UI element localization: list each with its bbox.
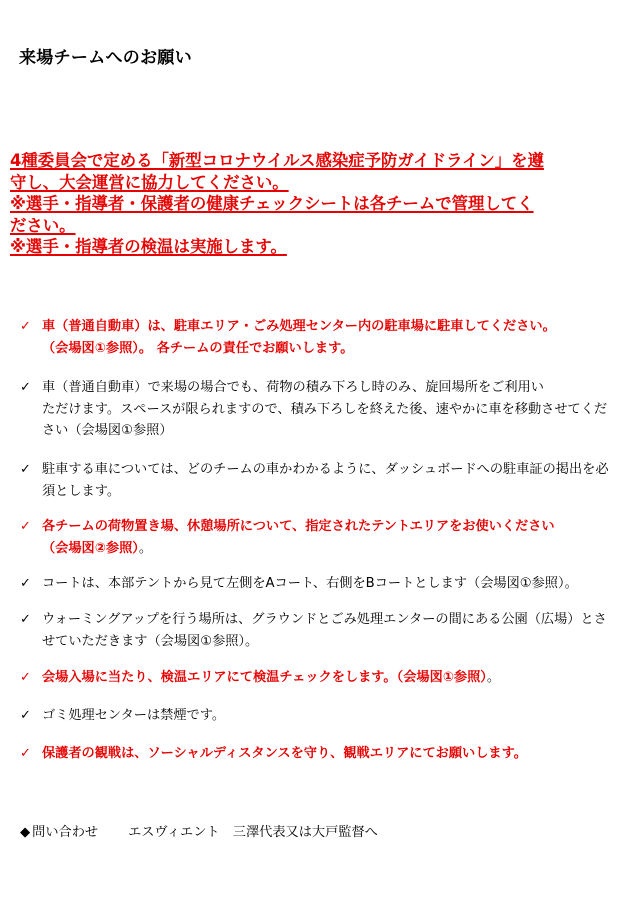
list-item-text <box>42 516 610 559</box>
diamond-icon: ◆ <box>20 825 31 840</box>
check-icon: ✓ <box>20 462 31 477</box>
guideline-notice <box>10 150 614 258</box>
list-item-line: 車（普通自動車）で来場の場合でも、荷物の積み下ろし時のみ、旋回場所をご利用い <box>42 380 544 395</box>
contact-label: 問い合わせ <box>32 825 99 840</box>
list-item-suffix: 。 <box>138 540 153 556</box>
list-item-line: さい（会場図①参照） <box>42 423 173 438</box>
page-title: 来場チームへのお願い <box>19 48 192 68</box>
list-item-suffix: 。 <box>486 670 501 685</box>
check-icon: ✓ <box>20 612 31 627</box>
list-item-line: 駐車する車については、どのチームの車かわかるように、ダッシュボードへの駐車証の掲出を必 <box>42 462 609 477</box>
list-item-line: せていただきます（会場図①参照）。 <box>42 633 259 649</box>
list-item-line: （会場図②参照） <box>42 540 139 556</box>
list-item-text <box>42 316 610 359</box>
list-item-line: 各チームの荷物置き場、休憩場所について、指定されたテントエリアをお使いください <box>42 519 555 534</box>
list-item-line-wrap <box>42 667 610 689</box>
list-item-line: ウォーミングアップを行う場所は、グラウンドとごみ処理エンターの間にある公園（広場）とさ <box>42 612 607 627</box>
list-item-text <box>42 667 610 689</box>
check-icon: ✓ <box>20 319 31 334</box>
check-icon: ✓ <box>20 746 31 761</box>
list-item-text <box>42 573 610 595</box>
list-item-line: ゴミ処理センターは禁煙です。 <box>42 708 226 723</box>
list-item-line: 保護者の観戦は、ソーシャルディスタンスを守り、観戦エリアにてお願いします。 <box>42 746 527 761</box>
notice-line: 4種委員会で定める「新型コロナウイルス感染症予防ガイドライン」を遵 <box>10 151 544 170</box>
check-icon: ✓ <box>20 708 31 723</box>
list-item-line: 須とします。 <box>42 483 121 499</box>
list-item-line: ただけます。スペースが限られますので、積み下ろしを終えた後、速やかに車を移動させてくだ <box>42 401 608 417</box>
check-icon: ✓ <box>20 670 31 685</box>
notice-line: 守し、大会運営に協力してください。 <box>10 172 289 192</box>
notice-line: ※選手・指導者の検温は実施します。 <box>10 237 287 256</box>
contact-value: エスヴィエント 三澤代表又は大戸監督へ <box>128 825 378 840</box>
list-item-line-wrap <box>42 538 610 560</box>
check-icon: ✓ <box>20 519 31 534</box>
list-item-line: 会場入場に当たり、検温エリアにて検温チェックをします。（会場図①参照） <box>42 670 487 685</box>
list-item-text <box>42 459 610 502</box>
list-item-line: （会場図①参照）。 各チームの責任でお願いします。 <box>42 340 354 356</box>
list-item-text <box>42 743 610 765</box>
check-icon: ✓ <box>20 576 31 591</box>
contact-info <box>20 822 378 843</box>
list-item-line: 車（普通自動車）は、駐車エリア・ごみ処理センター内の駐車場に駐車してください。 <box>42 319 556 334</box>
check-icon: ✓ <box>20 380 31 395</box>
notice-line: ださい。 <box>10 215 76 235</box>
list-item-text <box>42 705 610 727</box>
list-item-text <box>42 377 610 442</box>
notice-line: ※選手・指導者・保護者の健康チェックシートは各チームで管理してく <box>10 194 534 213</box>
list-item-text <box>42 609 610 652</box>
list-item-line: コートは、本部テントから見て左側をAコート、右側をBコートとします（会場図①参照）。 <box>42 576 578 591</box>
